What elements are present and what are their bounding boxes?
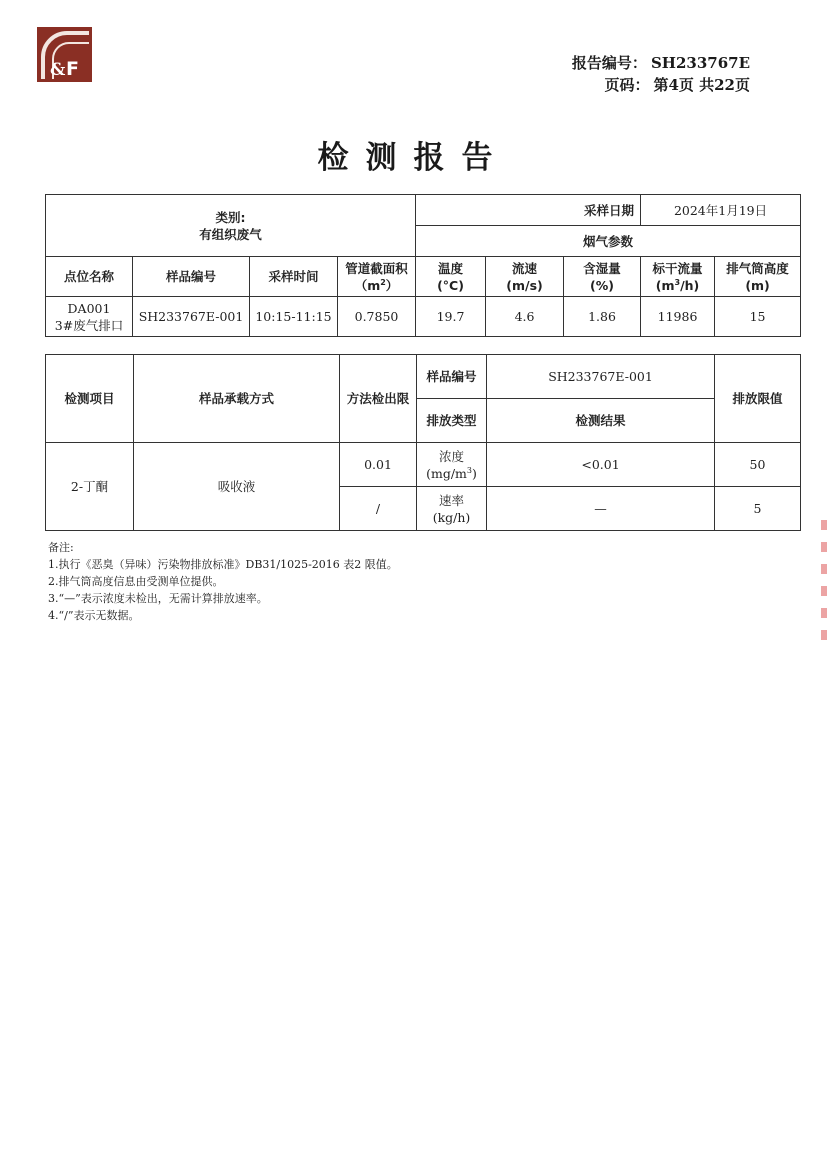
col-dry-flow-label: 标干流量 (652, 260, 703, 276)
duct-area-cell: 0.7850 (338, 297, 416, 337)
point-name: 3#废气排口 (54, 317, 124, 333)
col-sample-carrier: 样品承载方式 (134, 355, 340, 443)
table-row (46, 443, 801, 487)
col-velocity (486, 257, 564, 297)
table-row (46, 297, 801, 337)
col-stack-height (715, 257, 801, 297)
category-value: 有组织废气 (199, 226, 262, 242)
point-name-cell (46, 297, 133, 337)
unit-sup: 3 (466, 465, 472, 475)
test-result-cell: — (487, 487, 715, 531)
sampling-date-value: 2024年1月19日 (641, 195, 801, 226)
unit-pre: （m (354, 277, 381, 293)
unit-post: ） (385, 277, 399, 293)
note-item: 2.排气筒高度信息由受测单位提供。 (48, 575, 224, 588)
humidity-cell: 1.86 (564, 297, 641, 337)
emission-type-unit (417, 465, 486, 482)
report-number-row (572, 52, 750, 74)
emission-limit-cell: 50 (715, 443, 801, 487)
svg-text:F: F (66, 58, 79, 80)
note-item: 4.“/”表示无数据。 (48, 609, 140, 622)
emission-type-name: 速率 (438, 492, 464, 508)
test-result-cell: <0.01 (487, 443, 715, 487)
col-stack-height-label: 排气筒高度 (726, 260, 789, 276)
flue-gas-params-label: 烟气参数 (416, 226, 801, 257)
sample-no-label: 样品编号 (417, 355, 487, 399)
svg-text:&: & (50, 60, 66, 80)
unit-post: /h) (680, 277, 700, 293)
col-dry-flow (641, 257, 715, 297)
col-humidity (564, 257, 641, 297)
test-item-cell: 2-丁酮 (46, 443, 134, 531)
col-velocity-label: 流速 (512, 260, 538, 276)
detection-limit-cell: / (340, 487, 417, 531)
col-temperature-label: 温度 (438, 260, 464, 276)
sample-no-cell: SH233767E-001 (133, 297, 250, 337)
emission-type-cell (417, 443, 487, 487)
col-duct-area-label: 管道截面积 (345, 260, 408, 276)
emission-type-label: 排放类型 (417, 399, 487, 443)
test-result-label: 检测结果 (487, 399, 715, 443)
sample-carrier-cell: 吸收液 (134, 443, 340, 531)
col-sample-no: 样品编号 (133, 257, 250, 297)
unit-post: ) (472, 465, 477, 481)
col-temperature (416, 257, 486, 297)
note-item: 3.“—”表示浓度未检出，无需计算排放速率。 (48, 592, 268, 605)
detection-limit-cell: 0.01 (340, 443, 417, 487)
test-results-table (45, 354, 801, 531)
emission-type-cell (417, 487, 487, 531)
seal-stamp-edge (821, 520, 827, 640)
page-number-row (572, 74, 750, 96)
emission-limit-cell: 5 (715, 487, 801, 531)
emission-type-unit (417, 509, 486, 526)
sampling-date-label: 采样日期 (416, 195, 641, 226)
page-label: 页码： (604, 76, 650, 94)
stack-height-cell: 15 (715, 297, 801, 337)
unit-sup: 2 (380, 277, 386, 287)
col-duct-area-unit (338, 277, 415, 294)
col-detection-limit: 方法检出限 (340, 355, 417, 443)
sampling-time-cell: 10:15-11:15 (250, 297, 338, 337)
report-header-info (572, 52, 750, 96)
notes-title: 备注: (48, 541, 74, 554)
col-humidity-label: 含湿量 (583, 260, 621, 276)
report-number-value: SH233767E (650, 54, 750, 72)
emission-type-name: 浓度 (438, 448, 464, 464)
unit-pre: (kg/h) (432, 509, 471, 525)
point-code: DA001 (67, 300, 111, 316)
col-dry-flow-unit (641, 277, 714, 294)
unit-pre: (mg/m (426, 465, 467, 481)
unit-pre: (m (655, 277, 675, 293)
col-temperature-unit: (°C) (437, 277, 464, 293)
report-number-label: 报告编号： (571, 54, 647, 72)
col-point-name: 点位名称 (46, 257, 133, 297)
category-cell (46, 195, 416, 257)
col-duct-area (338, 257, 416, 297)
note-item: 1.执行《恶臭（异味）污染物排放标准》DB31/1025-2016 表2 限值。 (48, 558, 398, 571)
dry-flow-cell: 11986 (641, 297, 715, 337)
page-info: 第4页 共22页 (653, 76, 750, 94)
velocity-cell: 4.6 (486, 297, 564, 337)
col-test-item: 检测项目 (46, 355, 134, 443)
sample-no-value: SH233767E-001 (487, 355, 715, 399)
col-velocity-unit: (m/s) (506, 277, 543, 293)
company-logo (37, 27, 92, 82)
col-humidity-unit: (%) (590, 277, 614, 293)
page-title: 检测报告 (317, 140, 510, 176)
category-label: 类别: (215, 209, 246, 225)
temperature-cell: 19.7 (416, 297, 486, 337)
sampling-parameters-table (45, 194, 801, 337)
col-emission-limit: 排放限值 (715, 355, 801, 443)
col-sampling-time: 采样时间 (250, 257, 338, 297)
col-stack-height-unit: (m) (745, 277, 770, 293)
notes-section (48, 539, 398, 624)
unit-sup: 3 (674, 277, 681, 287)
